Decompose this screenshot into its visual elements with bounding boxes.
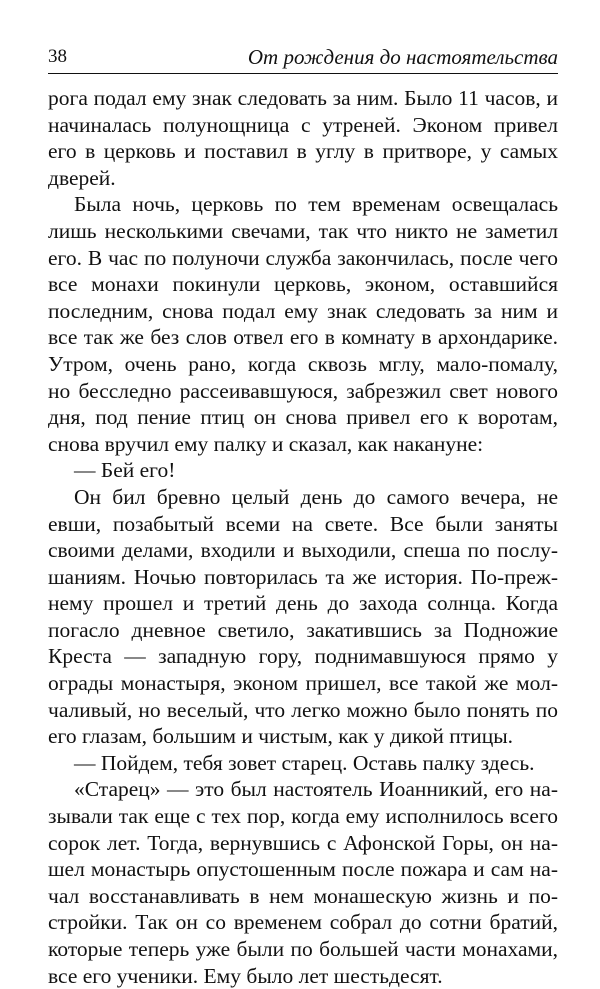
text-line: его в церковь и поставил в углу в притворе, у самых xyxy=(48,139,558,164)
text-line: евши, позабытый всеми на свете. Все были заняты xyxy=(48,511,558,536)
paragraph-first-line: «Старец» — это был настоятель Иоанникий, его на- xyxy=(74,777,558,802)
text-line: начиналась полунощница с утреней. Эконом привел xyxy=(48,112,558,137)
text-line: его. В час по полуночи служба закончилась, после чего xyxy=(48,245,558,270)
text-line: которые теперь уже были по большей части монахами, xyxy=(48,937,558,961)
page-header xyxy=(48,44,558,74)
text-line: своими делами, входили и выходили, спеша по послу- xyxy=(48,538,558,563)
text-line: снова вручил ему палку и сказал, как накануне: xyxy=(48,431,484,456)
text-line: рога подал ему знак следовать за ним. Было 11 часов, и xyxy=(48,86,558,110)
text-line: Утром, очень рано, когда сквозь мглу, мало-помалу, xyxy=(48,351,558,376)
text-line: зывали так еще с тех пор, когда ему исполнилось всего xyxy=(48,804,558,829)
text-line: Креста — западную гору, поднимавшуюся прямо у xyxy=(48,644,558,669)
text-line: погасло дневное светило, закатившись за Подножие xyxy=(48,617,558,642)
text-line: но бесследно рассеивавшуюся, забрезжил свет нового xyxy=(48,378,558,403)
text-line: нему прошел и третий день до захода солнца. Когда xyxy=(48,591,558,616)
running-title: От рождения до настоятельства xyxy=(247,45,558,69)
text-line: сорок лет. Тогда, вернувшись с Афонской Горы, он на- xyxy=(48,830,558,855)
text-line: все так же без слов отвел его в комнату в архондарике. xyxy=(48,325,558,350)
text-line: чал восстанавливать в нем монашескую жизнь и по- xyxy=(48,883,558,908)
text-line: все монахи покинули церковь, эконом, оставшийся xyxy=(48,272,558,297)
text-line: стройки. Так он со временем собрал до сотни братий, xyxy=(48,910,558,935)
text-line: дня, под пение птиц он снова привел его к воротам, xyxy=(48,405,558,430)
page-number: 38 xyxy=(48,46,67,67)
text-line: ограды монастыря, эконом пришел, все такой же мол- xyxy=(48,671,558,696)
text-line: его глазам, большим и чистым, как у дикой птицы. xyxy=(48,724,514,749)
dialogue-line: — Пойдем, тебя зовет старец. Оставь палку здесь. xyxy=(74,750,535,775)
paragraph-first-line: Он бил бревно целый день до самого вечера, не xyxy=(74,484,558,509)
text-line: все его ученики. Ему было лет шестьдесят. xyxy=(48,963,443,988)
text-line: лишь несколькими свечами, так что никто не заметил xyxy=(48,218,558,243)
text-line: чаливый, но веселый, что легко можно было понять по xyxy=(48,697,558,722)
text-line: дверей. xyxy=(48,165,116,190)
text-line: последним, снова подал ему знак следовать за ним и xyxy=(48,298,558,323)
text-line: шаниям. Ночью повторилась та же история. По-преж- xyxy=(48,564,558,589)
header-rule xyxy=(48,73,558,74)
text-line: шел монастырь опустошенным после пожара и сам на- xyxy=(48,857,558,882)
paragraph-first-line: Была ночь, церковь по тем временам освещалась xyxy=(74,192,558,217)
dialogue-line: — Бей его! xyxy=(74,458,176,483)
body-text xyxy=(48,85,558,989)
